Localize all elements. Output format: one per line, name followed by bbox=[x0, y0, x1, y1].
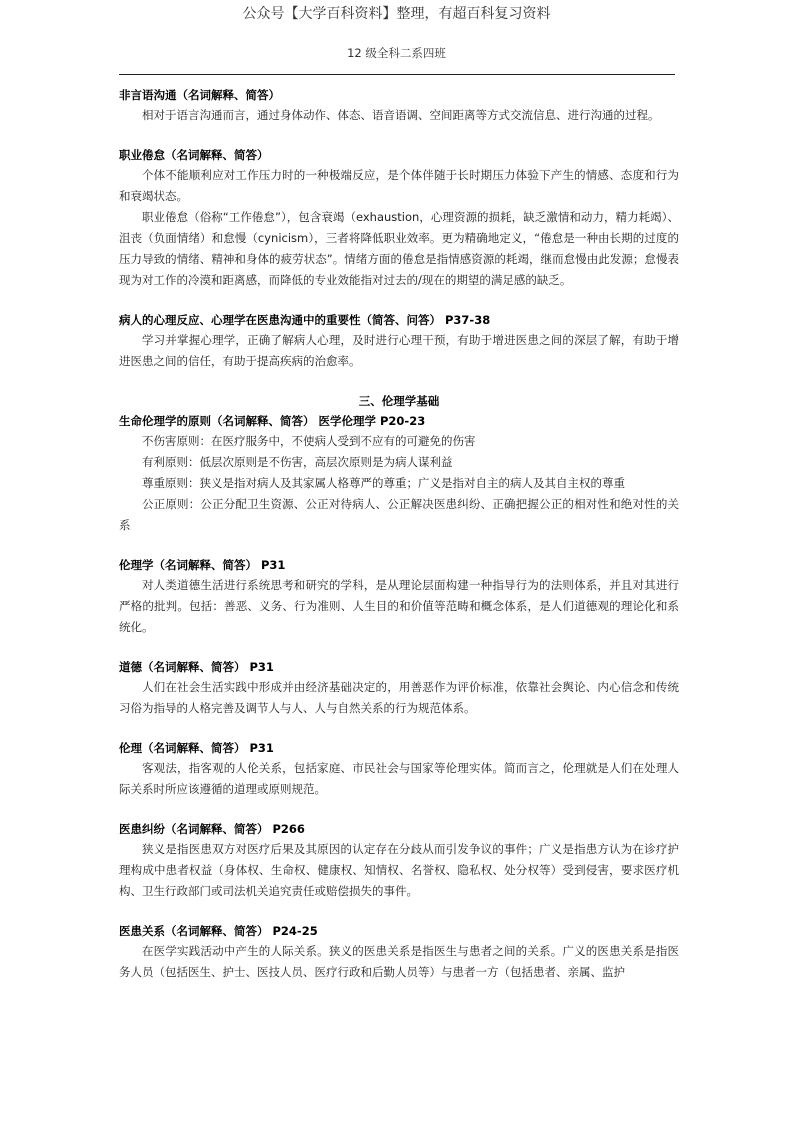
section-medical-dispute bbox=[119, 819, 679, 902]
section-bioethics-principles bbox=[119, 391, 679, 536]
principle-line: 公正原则：公正分配卫生资源、公正对待病人、公正解决医患纠纷、正确把握公正的相对性和绝对性的关系 bbox=[119, 497, 679, 532]
section-heading: 生命伦理学的原则（名词解释、简答） 医学伦理学 P20-23 bbox=[119, 414, 426, 428]
paragraph: 人们在社会生活实践中形成并由经济基础决定的，用善恶作为评价标准，依靠社会舆论、内心信念和传统习俗为指导的人格完善及调节人与人、人与自然关系的行为规范体系。 bbox=[119, 680, 679, 715]
paragraph: 学习并掌握心理学，正确了解病人心理，及时进行心理干预，有助于增进医患之间的深层了解，有助于增进医患之间的信任，有助于提高疾病的治愈率。 bbox=[119, 333, 679, 368]
paragraph: 狭义是指医患双方对医疗后果及其原因的认定存在分歧从而引发争议的事件；广义是指患方认为在诊疗护理构成中患者权益（身体权、生命权、健康权、知情权、名誉权、隐私权、处分权等）受到侵害，要求医疗机构、卫生行政部门或司法机关追究责任或赔偿损失的事件。 bbox=[119, 842, 679, 898]
paragraph: 个体不能顺利应对工作压力时的一种极端反应，是个体伴随于长时期压力体验下产生的情感、态度和行为和衰竭状态。 bbox=[119, 168, 679, 203]
section-ethics bbox=[119, 555, 679, 638]
section-morality bbox=[119, 657, 679, 719]
principle-line: 有利原则：低层次原则是不伤害，高层次原则是为病人谋利益 bbox=[142, 455, 453, 469]
section-heading: 伦理（名词解释、简答） P31 bbox=[119, 741, 274, 755]
section-heading: 非言语沟通（名词解释、简答） bbox=[119, 88, 280, 102]
section-heading: 病人的心理反应、心理学在医患沟通中的重要性（简答、问答） P37-38 bbox=[119, 313, 491, 327]
section-ethic-relations bbox=[119, 738, 679, 800]
paragraph: 职业倦怠（俗称“工作倦怠”），包含衰竭（exhaustion，心理资源的损耗，缺乏激情和动力，精力耗竭）、沮丧（负面情绪）和怠慢（cynicism），三者将降低职业效率。更为精确地定义，“倦怠是一种由长期的过度的压力导致的情绪、精神和身体的疲劳状态”。情绪方面的倦怠是指情感资源的耗竭，继而怠慢由此发源；怠慢表现为对工作的冷漠和距离感，而降低的专业效能指对过去的/现在的期望的满足感的缺乏。 bbox=[119, 210, 679, 287]
section-heading: 医患纠纷（名词解释、简答） P266 bbox=[119, 822, 305, 836]
paragraph: 在医学实践活动中产生的人际关系。狭义的医患关系是指医生与患者之间的关系。广义的医患关系是指医务人员（包括医生、护士、医技人员、医疗行政和后勤人员等）与患者一方（包括患者、亲属、监护 bbox=[119, 944, 679, 979]
section-heading: 医患关系（名词解释、简答） P24-25 bbox=[119, 924, 318, 938]
document-body bbox=[119, 85, 679, 1002]
section-burnout bbox=[119, 145, 679, 291]
chapter-title: 三、伦理学基础 bbox=[358, 394, 440, 408]
section-patient-psychology bbox=[119, 310, 679, 372]
section-heading: 伦理学（名词解释、简答） P31 bbox=[119, 558, 286, 572]
paragraph: 客观法，指客观的人伦关系，包括家庭、市民社会与国家等伦理实体。简而言之，伦理就是人们在处理人际关系时所应该遵循的道理或原则规范。 bbox=[119, 761, 679, 796]
section-doctor-patient-relation bbox=[119, 921, 679, 983]
top-banner: 公众号【大学百科资料】整理，有超百科复习资料 bbox=[242, 6, 551, 22]
page-header: 12 级全科二系四班 bbox=[347, 46, 446, 60]
paragraph: 相对于语言沟通而言，通过身体动作、体态、语音语调、空间距离等方式交流信息、进行沟通的过程。 bbox=[142, 108, 660, 122]
principle-line: 尊重原则：狭义是指对病人及其家属人格尊严的尊重；广义是指对自主的病人及其自主权的尊重 bbox=[142, 476, 625, 490]
section-heading: 职业倦怠（名词解释、简答） bbox=[119, 148, 269, 162]
header-rule bbox=[119, 74, 675, 75]
principle-line: 不伤害原则：在医疗服务中，不使病人受到不应有的可避免的伤害 bbox=[142, 434, 476, 448]
paragraph: 对人类道德生活进行系统思考和研究的学科，是从理论层面构建一种指导行为的法则体系，并且对其进行严格的批判。包括：善恶、义务、行为准则、人生目的和价值等范畴和概念体系，是人们道德观的理论化和系统化。 bbox=[119, 578, 679, 634]
section-heading: 道德（名词解释、简答） P31 bbox=[119, 660, 274, 674]
section-nonverbal bbox=[119, 85, 679, 126]
